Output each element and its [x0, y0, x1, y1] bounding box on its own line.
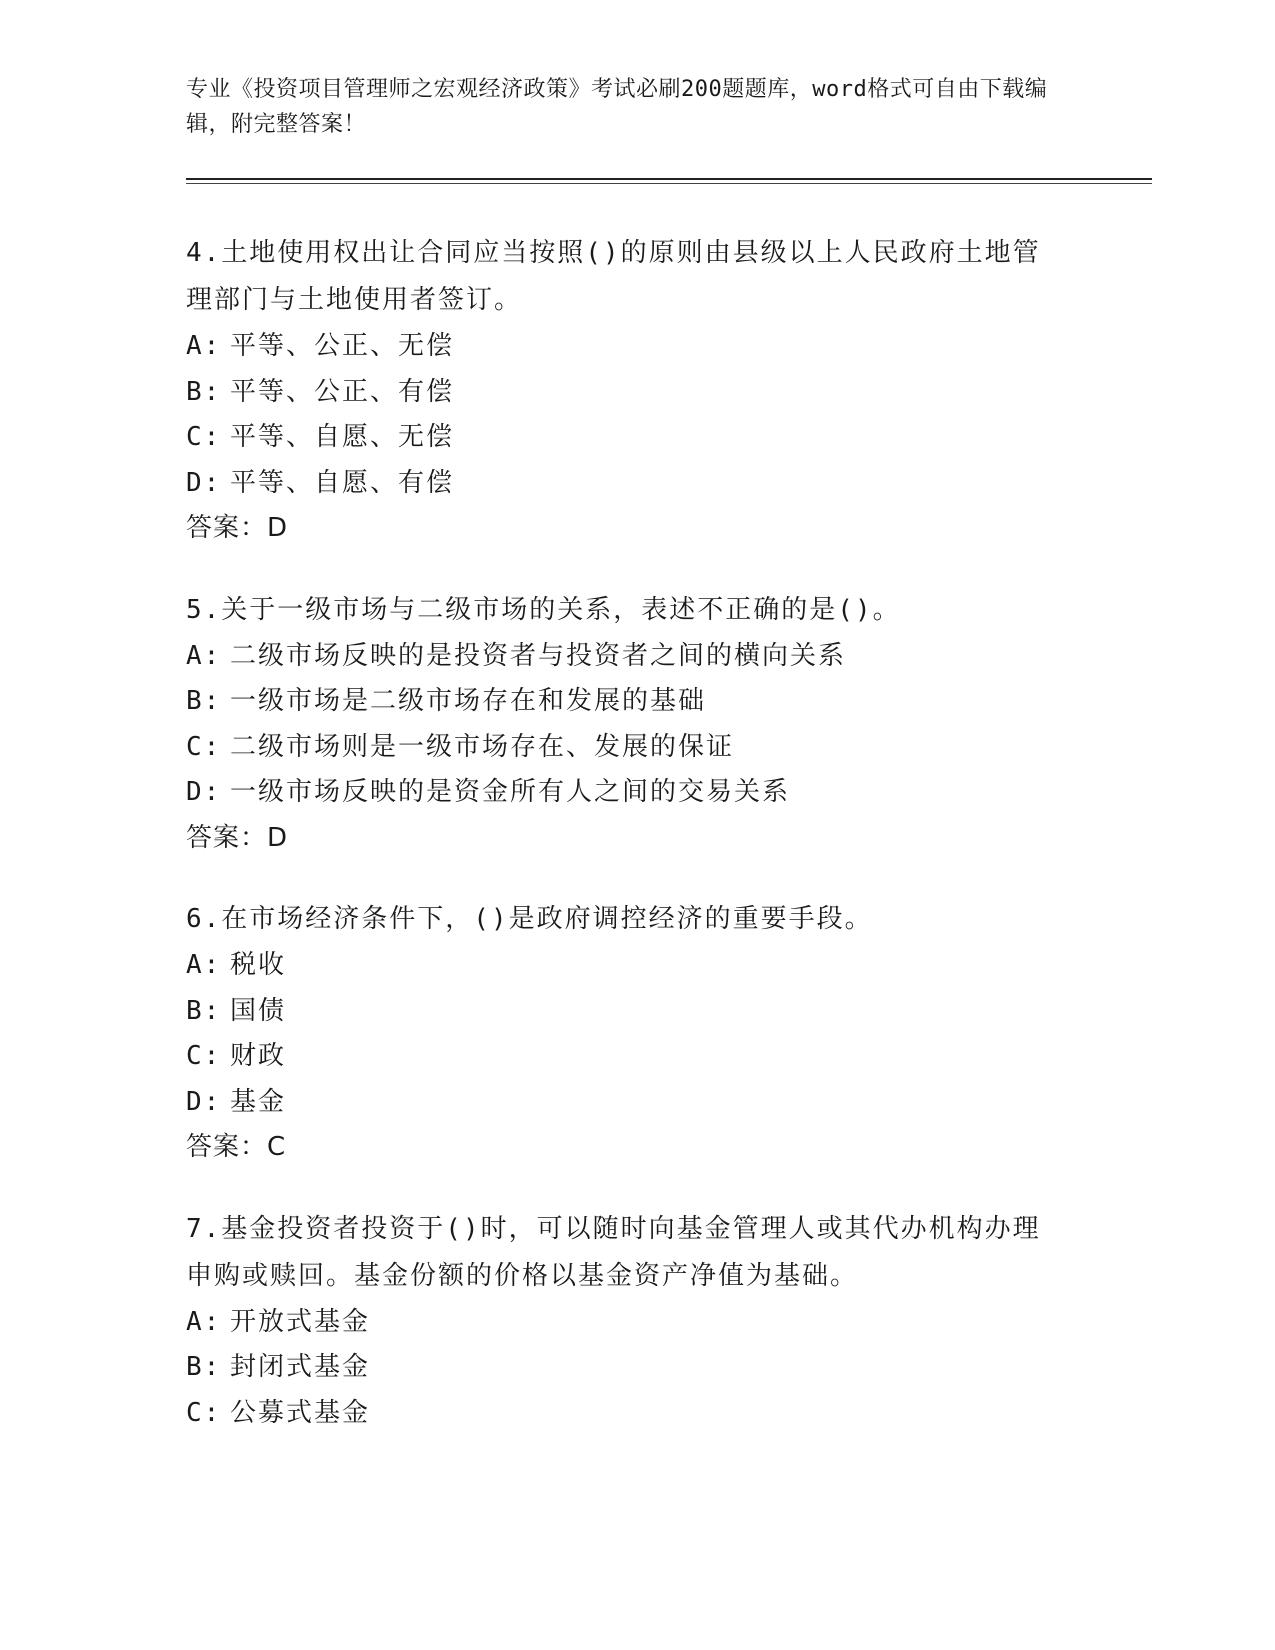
option-text: 开放式基金 [230, 1306, 371, 1337]
option-text: 国债 [230, 995, 287, 1026]
answer-option [186, 1080, 1066, 1126]
answer-key: 答案：D [186, 513, 289, 543]
answer-option [186, 943, 1066, 989]
option-letter: A: [186, 1306, 222, 1337]
option-letter: C: [186, 1397, 222, 1428]
option-text: 平等、公正、有偿 [230, 376, 455, 407]
answer-option [186, 461, 1066, 507]
answer-option [186, 634, 1066, 680]
question-block [186, 896, 1066, 1171]
option-letter: A: [186, 331, 222, 361]
option-letter: D: [186, 1086, 222, 1117]
option-letter: B: [186, 686, 222, 716]
answer-option [186, 1345, 1066, 1391]
answer-option [186, 989, 1066, 1035]
option-text: 二级市场则是一级市场存在、发展的保证 [230, 731, 735, 762]
answer-option [186, 1391, 1066, 1437]
option-text: 税收 [230, 950, 287, 980]
option-text: 平等、公正、无偿 [230, 331, 455, 361]
answer-option [186, 1300, 1066, 1346]
option-text: 基金 [230, 1086, 287, 1117]
header-divider [186, 178, 1152, 180]
question-stem: 6.在市场经济条件下，()是政府调控经济的重要手段。 [186, 904, 873, 934]
option-letter: B: [186, 376, 222, 407]
option-letter: A: [186, 950, 222, 980]
option-text: 财政 [230, 1041, 287, 1071]
answer-option [186, 770, 1066, 816]
option-text: 一级市场是二级市场存在和发展的基础 [230, 686, 707, 716]
question-stem: 4.土地使用权出让合同应当按照()的原则由县级以上人民政府土地管理部门与土地使用者签订。 [186, 238, 1041, 315]
answer-option [186, 370, 1066, 416]
option-letter: B: [186, 1352, 222, 1382]
answer-key: 答案：D [186, 822, 289, 853]
answer-option [186, 725, 1066, 771]
option-text: 公募式基金 [230, 1397, 371, 1428]
question-block [186, 230, 1066, 552]
answer-option [186, 679, 1066, 725]
option-letter: D: [186, 777, 222, 807]
header-divider-thin [186, 183, 1152, 184]
question-stem: 7.基金投资者投资于()时，可以随时向基金管理人或其代办机构办理申购或赎回。基金份额的价格以基金资产净值为基础。 [186, 1213, 1041, 1291]
option-text: 平等、自愿、有偿 [230, 467, 455, 498]
option-letter: A: [186, 640, 222, 671]
answer-option [186, 1034, 1066, 1080]
answer-option [186, 415, 1066, 461]
document-header: 专业《投资项目管理师之宏观经济政策》考试必刷200题题库，word格式可自由下载编辑，附完整答案！ [186, 77, 1048, 137]
question-block [186, 587, 1066, 862]
option-letter: C: [186, 422, 222, 452]
option-text: 平等、自愿、无偿 [230, 422, 455, 452]
option-text: 封闭式基金 [230, 1352, 371, 1382]
option-text: 二级市场反映的是投资者与投资者之间的横向关系 [230, 640, 847, 671]
option-text: 一级市场反映的是资金所有人之间的交易关系 [230, 777, 791, 807]
option-letter: D: [186, 467, 222, 498]
option-letter: C: [186, 1041, 222, 1071]
question-stem: 5.关于一级市场与二级市场的关系，表述不正确的是()。 [186, 594, 901, 625]
question-list [186, 230, 1066, 1471]
answer-key: 答案：C [186, 1132, 287, 1162]
question-block [186, 1206, 1066, 1437]
answer-option [186, 324, 1066, 370]
option-letter: C: [186, 731, 222, 762]
option-letter: B: [186, 995, 222, 1026]
